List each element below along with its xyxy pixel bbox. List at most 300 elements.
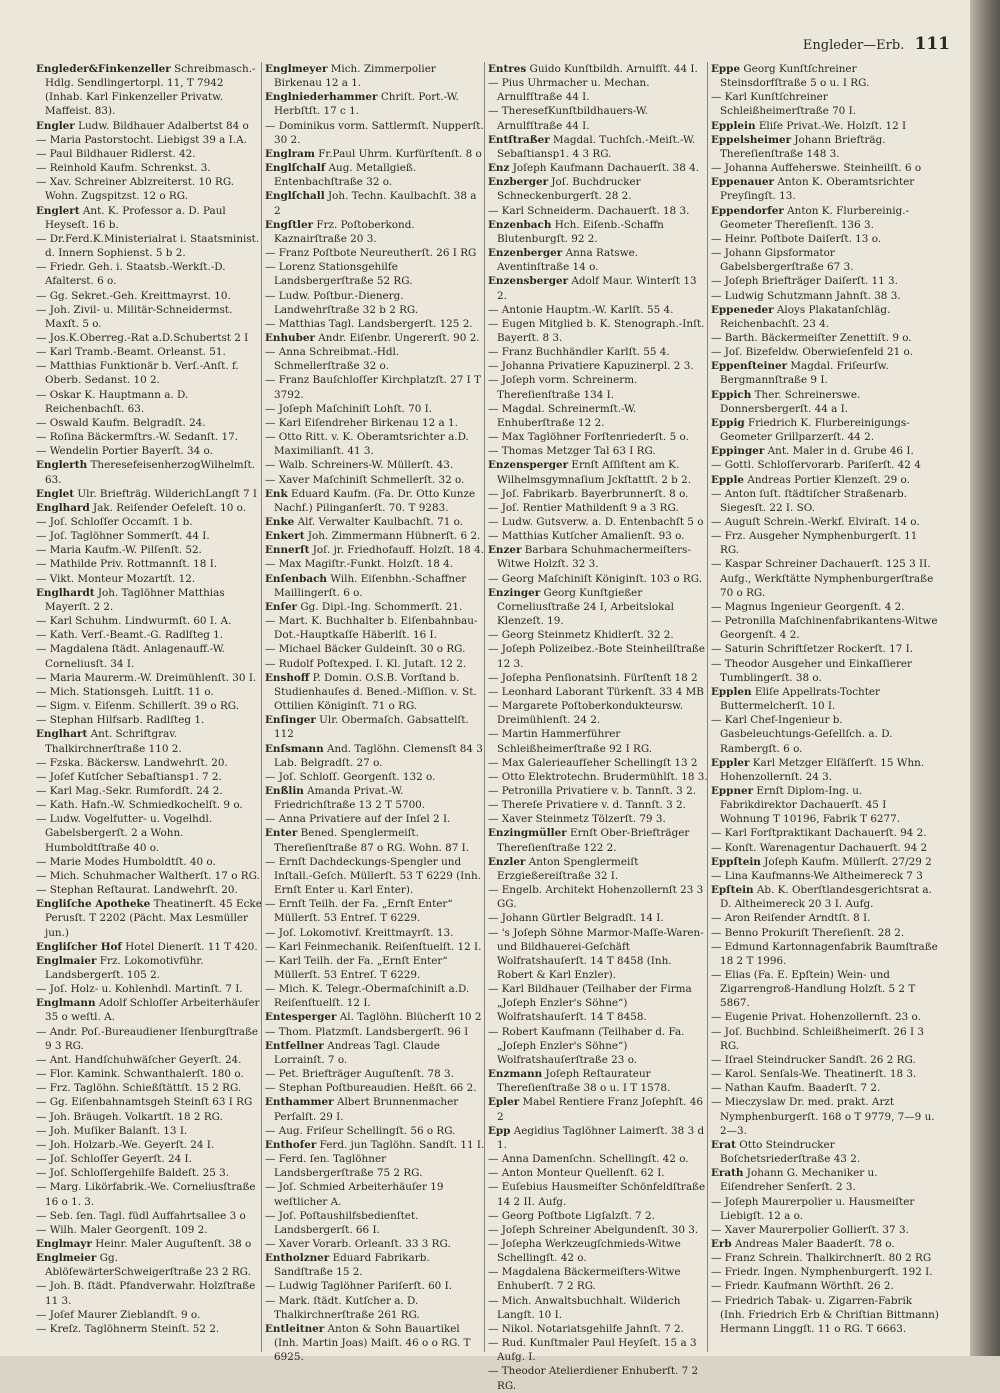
directory-entry <box>711 345 939 359</box>
directory-entry <box>36 1308 262 1322</box>
entry-details: Gottl. Schloſſervorarb. Pariſerſt. 42 4 <box>724 459 921 472</box>
entry-details: Euſebius Hausmeiſter Schönfeldſtraße 14 2 II. Aufg. <box>497 1181 706 1208</box>
directory-entry <box>711 119 939 133</box>
directory-entry <box>711 359 939 387</box>
entry-details: Paul Bildhauer Ridlerst. 42. <box>49 147 196 160</box>
directory-entry <box>36 147 262 161</box>
entry-details: Theodor Ausgeher und Einkaſſierer Tumblingerſt. 38 o. <box>720 657 913 684</box>
directory-entry <box>265 1209 485 1237</box>
entry-dash <box>488 205 502 217</box>
entry-dash <box>488 1266 502 1278</box>
entry-details: Saturin Schriftſetzer Rockerſt. 17 I. <box>724 643 914 656</box>
running-head <box>770 34 950 54</box>
entry-details: Elias (Fa. E. Epſtein) Wein- und Zigarrengroß-Handlung Holzſt. 5 2 T 5867. <box>720 969 916 1010</box>
directory-entry <box>36 699 262 713</box>
entry-dash <box>36 1167 50 1179</box>
entry-details: Jos.K.Oberreg.-Rat a.D.Schubertst 2 I <box>49 331 249 344</box>
directory-entry <box>488 218 708 246</box>
directory-entry <box>711 1095 939 1137</box>
directory-entry <box>711 926 939 940</box>
entry-surname: Entholzner <box>265 1252 330 1265</box>
directory-entry <box>265 260 485 288</box>
directory-entry <box>36 303 262 331</box>
entry-details: Max Galerieaufſeher Schellingſt 13 2 <box>501 756 698 769</box>
directory-entry <box>265 1081 485 1095</box>
directory-entry <box>36 1124 262 1138</box>
entry-details: Anton & Sohn Bauartikel (Inh. Martin Joas) Maiſt. 46 o o RG. T 6925. <box>274 1322 471 1364</box>
directory-entry <box>488 161 708 175</box>
directory-entry <box>36 727 262 755</box>
entry-dash <box>36 1068 50 1080</box>
directory-entry <box>36 940 262 954</box>
directory-entry <box>36 1223 262 1237</box>
entry-dash <box>711 162 725 174</box>
directory-entry <box>265 600 485 614</box>
entry-surname: Eppeneder <box>711 303 774 316</box>
entry-dash <box>36 445 50 457</box>
directory-entry <box>265 1279 485 1293</box>
entry-details: Anton ſuſt. ſtädtiſcher Straßenarb. Siegesſt. 22 I. SO. <box>720 487 907 514</box>
entry-details: Karl Bildhauer (Teilhaber der Firma „Joſeph Enzler's Söhne“) Wolfratshauſerſt. 14 T 8458. <box>497 983 692 1024</box>
entry-dash <box>36 176 50 188</box>
entry-details: Anton Monteur Quellenſt. 62 I. <box>501 1167 665 1180</box>
entry-details: Michael Bäcker Guldeinſt. 30 o RG. <box>278 643 466 656</box>
entry-dash <box>488 1167 502 1179</box>
entry-surname: Eppig <box>711 416 745 429</box>
entry-details: Flor. Kamink. Schwanthalerſt. 180 o. <box>49 1068 244 1081</box>
entry-details: TheresefeisenherzogWilhelmſt. 63. <box>45 459 255 486</box>
entry-surname: Englram <box>265 147 315 160</box>
directory-entry <box>488 515 708 529</box>
entry-dash <box>36 148 50 160</box>
entry-details: Frz. Ausgeher Nymphenburgerſt. 11 RG. <box>720 530 918 557</box>
entry-details: Nikol. Notariatsgehilfe Jahnſt. 7 2. <box>501 1322 684 1335</box>
entry-details: Rudolf Poſtexped. I. Kl. Jutaſt. 12 2. <box>278 657 467 670</box>
entry-details: Adolf Maur. Winterſt 13 2. <box>497 275 697 302</box>
entry-details: Ther. Schreinerswe. Donnersbergerſt. 44 a I. <box>720 388 861 415</box>
entry-dash <box>265 558 279 570</box>
entry-details: Georg Kunſtſchreiner Steinsdorfſtraße 5 o u. I RG. <box>720 63 870 90</box>
entry-details: Mieczyslaw Dr. med. prakt. Arzt Nymphenburgerſt. 168 o T 9779, 7—9 u. 2—3. <box>720 1096 935 1137</box>
directory-entry <box>711 1195 939 1223</box>
entry-dash <box>711 827 725 839</box>
entry-details: Barbara Schuhmachermeiſters-Witwe Holzſt. 32 3. <box>497 544 691 571</box>
directory-entry <box>36 996 262 1024</box>
entry-dash <box>36 615 50 627</box>
entry-dash <box>711 1054 725 1066</box>
directory-entry <box>488 628 708 642</box>
entry-details: And. Taglöhn. Clemensſt 84 3 Lab. Belgradſt. 27 o. <box>274 742 483 769</box>
directory-entry <box>36 1180 262 1208</box>
directory-entry <box>265 416 485 430</box>
entry-dash <box>711 1011 725 1023</box>
entry-details: Joſ. Bizefeldw. Oberwieſenfeld 21 o. <box>724 346 913 359</box>
directory-entry <box>265 458 485 472</box>
entry-details: Sigm. v. Eiſenm. Schillerſt. 39 o RG. <box>49 700 240 713</box>
directory-entry <box>488 76 708 104</box>
directory-entry <box>488 430 708 444</box>
entry-dash <box>36 417 50 429</box>
entry-surname: Englſchall <box>265 190 325 203</box>
entry-details: Aug. Metallgieß. Entenbachſtraße 32 o. <box>274 162 417 189</box>
entry-surname: Enkert <box>265 530 305 543</box>
entry-dash <box>488 318 502 330</box>
entry-dash <box>488 346 502 358</box>
entry-details: Karl Kunſtſchreiner Schleißheimerſtraße 70 I. <box>720 91 857 118</box>
directory-entry <box>36 1095 262 1109</box>
entry-details: Joſ. Holz- u. Kohlenhdl. Martinſt. 7 I. <box>49 983 243 996</box>
entry-dash <box>488 700 502 712</box>
directory-entry <box>711 90 939 118</box>
directory-entry <box>488 345 708 359</box>
entry-details: Heinr. Maler Auguſtenſt. 38 o <box>95 1237 252 1250</box>
entry-details: Theatinerſt. 45 Ecke Perusſt. T 2202 (Pächt. Max Lesmüller jun.) <box>45 898 262 939</box>
entry-dash <box>711 516 725 528</box>
entry-dash <box>265 1026 279 1038</box>
entry-dash <box>711 1082 725 1094</box>
entry-dash <box>488 983 502 995</box>
directory-entry <box>711 940 939 968</box>
entry-details: Karl Feinmechanik. Reiſenſtuelſt. 12 I. <box>278 940 482 953</box>
entry-details: Anna Schreibmat.-Hdl. Schmellerſtraße 32 o. <box>274 346 400 373</box>
entry-dash <box>36 346 50 358</box>
directory-entry <box>711 515 939 529</box>
directory-entry <box>36 586 262 614</box>
entry-dash <box>36 870 50 882</box>
entry-details: Joh. Zimmermann Hübnerſt. 6 2. <box>307 530 481 543</box>
entry-details: Kaspar Schreiner Dachauerſt. 125 3 II. Aufg., Werkſtätte Nymphenburgerſtraße 70 o RG. <box>720 558 934 599</box>
entry-dash <box>265 261 279 273</box>
entry-details: Ludw. Poſtbur.-Dienerg. Landwehrſtraße 32 b 2 RG. <box>274 289 419 316</box>
entry-details: Hch. Eiſenb.-Schaffn Blutenburgſt. 92 2. <box>497 218 664 245</box>
entry-details: Karl Mag.-Sekr. Rumfordſt. 24 2. <box>49 784 223 797</box>
entry-surname: Englert <box>36 204 80 217</box>
directory-entry <box>711 444 939 458</box>
entry-dash <box>711 1280 725 1292</box>
directory-entry <box>265 812 485 826</box>
directory-entry <box>488 756 708 770</box>
entry-details: Stephan Poſtbureaudien. Heßſt. 66 2. <box>278 1082 477 1095</box>
directory-entry <box>488 501 708 515</box>
entry-details: Joſ. Schloſſer Occamſt. 1 b. <box>49 516 193 528</box>
entry-dash <box>711 1295 725 1307</box>
directory-entry <box>488 303 708 317</box>
entry-details: Joſeph Kaufmann Dachauerſt. 38 4. <box>512 162 700 175</box>
entry-dash <box>488 1337 502 1349</box>
directory-entry <box>711 756 939 784</box>
directory-entry <box>711 232 939 246</box>
entry-details: Friedr. Kaufmann Wörthſt. 26 2. <box>724 1280 894 1293</box>
entry-details: Georg Maſchiniſt Königinſt. 103 o RG. <box>501 572 702 585</box>
directory-entry <box>265 784 485 812</box>
directory-entry <box>711 1251 939 1265</box>
directory-entry <box>265 1152 485 1180</box>
entry-details: Heinr. Poſtbote Daiſerſt. 13 o. <box>724 232 882 245</box>
column-3 <box>484 62 708 1392</box>
entry-details: Joſ. Schloſſer Geyerſt. 24 I. <box>49 1153 192 1166</box>
entry-details: Fzska. Bäckersw. Landwehrſt. 20. <box>49 756 228 769</box>
directory-entry <box>36 331 262 345</box>
entry-details: Eliſe Privat.-We. Holzſt. 12 I <box>758 119 907 132</box>
entry-surname: Enßlin <box>265 784 304 797</box>
directory-entry <box>36 756 262 770</box>
directory-entry <box>711 303 939 331</box>
directory-entry <box>488 543 708 571</box>
entry-dash <box>711 927 725 939</box>
directory-entry <box>711 883 939 911</box>
directory-entry <box>36 388 262 416</box>
entry-surname: Engler <box>36 119 75 132</box>
directory-entry <box>265 855 485 897</box>
entry-details: Joſ. Buchdrucker Schneckenburgerſt. 28 2. <box>497 176 641 203</box>
entry-details: Matthias Kutſcher Amalienſt. 93 o. <box>501 530 685 543</box>
directory-entry <box>711 274 939 288</box>
directory-entry <box>265 713 485 741</box>
entry-surname: Enz <box>488 162 510 175</box>
entry-surname: Enzingmüller <box>488 827 567 840</box>
entry-dash <box>36 1096 50 1108</box>
entry-details: Reinhold Kaufm. Schrenkst. 3. <box>49 162 211 175</box>
entry-details: Oswald Kaufm. Belgradſt. 24. <box>49 416 206 429</box>
entry-surname: Engliſche Apotheke <box>36 898 151 911</box>
entry-dash <box>265 955 279 967</box>
entry-dash <box>488 686 502 698</box>
directory-entry <box>265 189 485 217</box>
entry-dash <box>711 714 725 726</box>
entry-details: Ludw. Bildhauer Adalbertst 84 o <box>78 119 249 132</box>
entry-details: Ernſt Dachdeckungs-Spengler und Inſtall.-Geſch. Müllerſt. 53 T 6229 (Inh. Ernſt Enter u. Karl Enter). <box>274 855 481 897</box>
entry-details: Anton Spenglermeiſt Erzgießereiſtraße 32 I. <box>497 855 639 882</box>
entry-details: Maria Pastorstocht. Liebigst 39 a I.A. <box>49 133 247 146</box>
directory-entry <box>711 1053 939 1067</box>
entry-details: Karl Eiſendreher Birkenau 12 a 1. <box>278 416 458 429</box>
entry-details: Mathilde Priv. Rottmannſt. 18 I. <box>49 558 218 571</box>
entry-details: Gg. Sekret.-Geh. Kreittmayrst. 10. <box>49 289 231 302</box>
entry-details: Wilh. Maler Georgenſt. 109 2. <box>49 1223 208 1236</box>
entry-surname: Engleder&Finkenzeller <box>36 63 171 75</box>
entry-dash <box>265 417 279 429</box>
entry-details: Eliſe Appellrats-Tochter Buttermelcherſt. 10 I. <box>720 685 881 713</box>
directory-entry <box>488 175 708 203</box>
entry-dash <box>488 785 502 797</box>
directory-entry <box>711 784 939 826</box>
directory-entry <box>711 246 939 274</box>
entry-dash <box>36 1054 50 1066</box>
entry-details: Ernſt Teilh. der Fa. „Ernſt Enter“ Müllerſt. 53 Entreſ. T 6229. <box>274 898 453 925</box>
entry-details: Joſ. Rentier Mathildenſt 9 a 3 RG. <box>501 501 679 514</box>
directory-entry <box>36 855 262 869</box>
entry-details: Eduard Kaufm. (Fa. Dr. Otto Kunze Nachf.) Pilinganſerſt. 70. T 9283. <box>274 487 476 514</box>
entry-surname: Epplen <box>711 685 752 698</box>
entry-details: Ludwig Taglöhner Pariſerſt. 60 I. <box>278 1280 452 1293</box>
entry-details: Ulr. Obermaſch. Gabsattelſt. 112 <box>274 714 469 741</box>
directory-entry <box>488 798 708 812</box>
directory-entry <box>711 869 939 883</box>
directory-entry <box>36 897 262 939</box>
entry-dash <box>711 643 725 655</box>
entry-details: Vikt. Monteur Mozartſt. 12. <box>49 572 196 585</box>
entry-details: Mich. Zimmerpolier Birkenau 12 a 1. <box>274 63 436 90</box>
entry-dash <box>711 870 725 882</box>
entry-dash <box>711 1068 725 1080</box>
entry-details: Leonhard Laborant Türkenſt. 33 4 MB <box>501 685 704 698</box>
column-1 <box>36 62 262 1352</box>
entry-details: Lina Kaufmanns-We Altheimereck 7 3 <box>724 869 923 882</box>
entry-details: Aloys Plakatanſchläg. Reichenbachſt. 23 4. <box>720 303 891 330</box>
entry-surname: Englmaier <box>36 954 97 967</box>
entry-details: Karl Tramb.-Beamt. Orleanst. 51. <box>49 346 226 359</box>
page-number: 111 <box>914 34 950 54</box>
entry-details: Benno Prokuriſt Thereſienſt. 28 2. <box>724 926 905 939</box>
entry-details: Karl Metzger Elſäſſerſt. 15 Whn. Hohenzollernſt. 24 3. <box>720 756 925 783</box>
directory-entry <box>711 685 939 713</box>
entry-surname: Englhardt <box>36 586 95 599</box>
directory-entry <box>265 1251 485 1279</box>
directory-entry <box>36 642 262 670</box>
entry-details: Ab. K. Oberſtlandesgerichtsrat a. D. Altheimereck 20 3 I. Aufg. <box>720 884 932 911</box>
entry-surname: Enſer <box>265 600 298 613</box>
entry-dash <box>36 700 50 712</box>
entry-surname: Enzler <box>488 855 526 868</box>
entry-dash <box>36 884 50 896</box>
entry-details: Friedr. Ingen. Nymphenburgerſt. 192 I. <box>724 1266 933 1279</box>
entry-details: Anton K. Oberamtsrichter Preyſingſt. 13. <box>720 176 915 203</box>
entry-dash <box>265 1295 279 1307</box>
entry-dash <box>36 573 50 585</box>
entry-dash <box>265 1125 279 1137</box>
entry-dash <box>711 601 725 613</box>
entry-dash <box>36 1125 50 1137</box>
directory-entry <box>711 62 939 90</box>
entry-details: Joh. Muſiker Balanſt. 13 I. <box>49 1124 188 1137</box>
directory-entry <box>711 529 939 557</box>
entry-dash <box>488 530 502 542</box>
directory-entry <box>265 1322 485 1364</box>
entry-dash <box>488 1026 502 1038</box>
entry-details: Magdal. Friſeurſw. Bergmannſtraße 9 I. <box>720 360 889 387</box>
directory-entry <box>36 345 262 359</box>
directory-entry <box>36 1152 262 1166</box>
entry-details: Joh. Bräugeh. Volkartſt. 18 2 RG. <box>49 1110 223 1123</box>
directory-entry <box>488 1180 708 1208</box>
directory-entry <box>36 289 262 303</box>
entry-dash <box>36 813 50 825</box>
entry-dash <box>711 1252 725 1264</box>
entry-dash <box>265 1068 279 1080</box>
directory-entry <box>265 218 485 246</box>
entry-details: Karol. Senſals-We. Theatinerſt. 18 3. <box>724 1068 917 1081</box>
entry-details: Anna Ratswe. Aventinſtraße 14 o. <box>497 247 639 274</box>
entry-details: Ludw. Gutsverw. a. D. Entenbachſt 5 o <box>501 516 704 528</box>
directory-entry <box>488 1294 708 1322</box>
directory-entry <box>36 713 262 727</box>
entry-dash <box>265 941 279 953</box>
entry-details: P. Domin. O.S.B. Vorſtand b. Studienhauſes d. Bened.-Miſſion. v. St. Ottilien Königinſt. 71 o RG. <box>274 671 477 713</box>
directory-entry <box>488 586 708 628</box>
entry-surname: Ennerſt <box>265 544 310 557</box>
entry-details: Wendelin Portier Bayerſt. 34 o. <box>49 445 213 458</box>
directory-entry <box>488 62 708 76</box>
directory-entry <box>711 657 939 685</box>
entry-dash <box>488 927 502 939</box>
directory-entry <box>265 1039 485 1067</box>
directory-entry <box>36 798 262 812</box>
entry-details: Thom. Platzmſt. Landsbergerſt. 96 I <box>278 1025 469 1038</box>
entry-surname: Enshoff <box>265 671 310 684</box>
entry-dash <box>488 771 502 783</box>
entry-details: Guido Kunſtbildh. Arnulfſt. 44 I. <box>529 63 698 75</box>
directory-entry <box>711 1265 939 1279</box>
directory-entry <box>488 1223 708 1237</box>
entry-dash <box>36 530 50 542</box>
entry-details: Ant. Handſchuhwäſcher Geyerſt. 24. <box>49 1053 242 1066</box>
entry-details: Joh. Zivil- u. Militär-Schneidermst. Maxſt. 5 o. <box>45 303 233 330</box>
directory-entry <box>488 359 708 373</box>
entry-details: Adolf Schloſſer Arbeiterhäuſer 35 o weſtl. A. <box>45 997 260 1024</box>
directory-entry <box>711 161 939 175</box>
directory-entry <box>36 1067 262 1081</box>
entry-details: Franz Schrein. Thalkirchnerſt. 80 2 RG <box>724 1252 932 1265</box>
entry-surname: Englmayr <box>36 1237 92 1250</box>
entry-surname: Englhard <box>36 501 90 514</box>
entry-dash <box>711 1196 725 1208</box>
entry-dash <box>265 474 279 486</box>
column-4 <box>707 62 939 1352</box>
entry-dash <box>265 290 279 302</box>
directory-entry <box>711 600 939 614</box>
entry-details: Joſef Maurer Zieblandſt. 9 o. <box>49 1308 201 1321</box>
directory-entry <box>488 982 708 1024</box>
entry-dash <box>265 1082 279 1094</box>
entry-details: Thomas Metzger Tal 63 I RG. <box>501 445 656 458</box>
entry-details: Mich. K. Telegr.-Obermaſchiniſt a.D. Reiſenſtuelſt. 12 I. <box>274 983 470 1010</box>
entry-details: Andr. Eiſenbr. Ungererſt. 90 2. <box>318 331 480 344</box>
entry-details: Joſeph Kaufm. Müllerſt. 27/29 2 <box>764 855 932 868</box>
entry-surname: Eppelsheimer <box>711 133 792 146</box>
entry-details: Joh. Holzarb.-We. Geyerſt. 24 I. <box>49 1138 215 1151</box>
entry-details: Xaver Steinmetz Tölzerſt. 79 3. <box>501 813 666 826</box>
entry-details: Frz. Lokomotivführ. Landsbergerſt. 105 2. <box>45 954 204 981</box>
entry-details: Frz. Poſtoberkond. Kaznairſtraße 20 3. <box>274 218 415 245</box>
directory-entry <box>488 1364 708 1392</box>
directory-entry <box>265 161 485 189</box>
directory-entry <box>488 246 708 274</box>
directory-entry <box>711 1010 939 1024</box>
entry-surname: Enthofer <box>265 1138 317 1151</box>
directory-entry <box>711 1294 939 1336</box>
entry-details: Al. Taglöhn. Blücherſt 10 2 <box>339 1011 482 1024</box>
directory-entry <box>711 841 939 855</box>
entry-details: Magdal. Tuchſch.-Meiſt.-W. Sebaſtiansp1. 4 3 RG. <box>497 133 696 160</box>
entry-details: Joſeph vorm. Schreinerm. Thereſienſtraße 134 I. <box>497 374 638 401</box>
entry-details: Magdalena ſtädt. Anlagenauff.-W. Corneliusſt. 34 I. <box>45 643 225 670</box>
entry-dash <box>711 488 725 500</box>
entry-dash <box>488 573 502 585</box>
entry-details: Theodor Atelierdiener Enhuberſt. 7 2 RG. <box>497 1365 699 1392</box>
entry-details: Konſt. Warenagentur Dachauerſt. 94 2 <box>724 841 928 854</box>
entry-dash <box>711 1224 725 1236</box>
entry-dash <box>36 757 50 769</box>
entry-dash <box>36 1309 50 1321</box>
entry-details: Auguſt Schrein.-Werkf. Elviraſt. 14 o. <box>724 516 920 528</box>
entry-surname: Enzmann <box>488 1068 543 1081</box>
entry-dash <box>711 275 725 287</box>
entry-surname: Englmeyer <box>265 63 328 75</box>
entry-dash <box>265 927 279 939</box>
entry-dash <box>265 374 279 386</box>
directory-entry <box>488 402 708 430</box>
entry-surname: Enſinger <box>265 714 316 727</box>
